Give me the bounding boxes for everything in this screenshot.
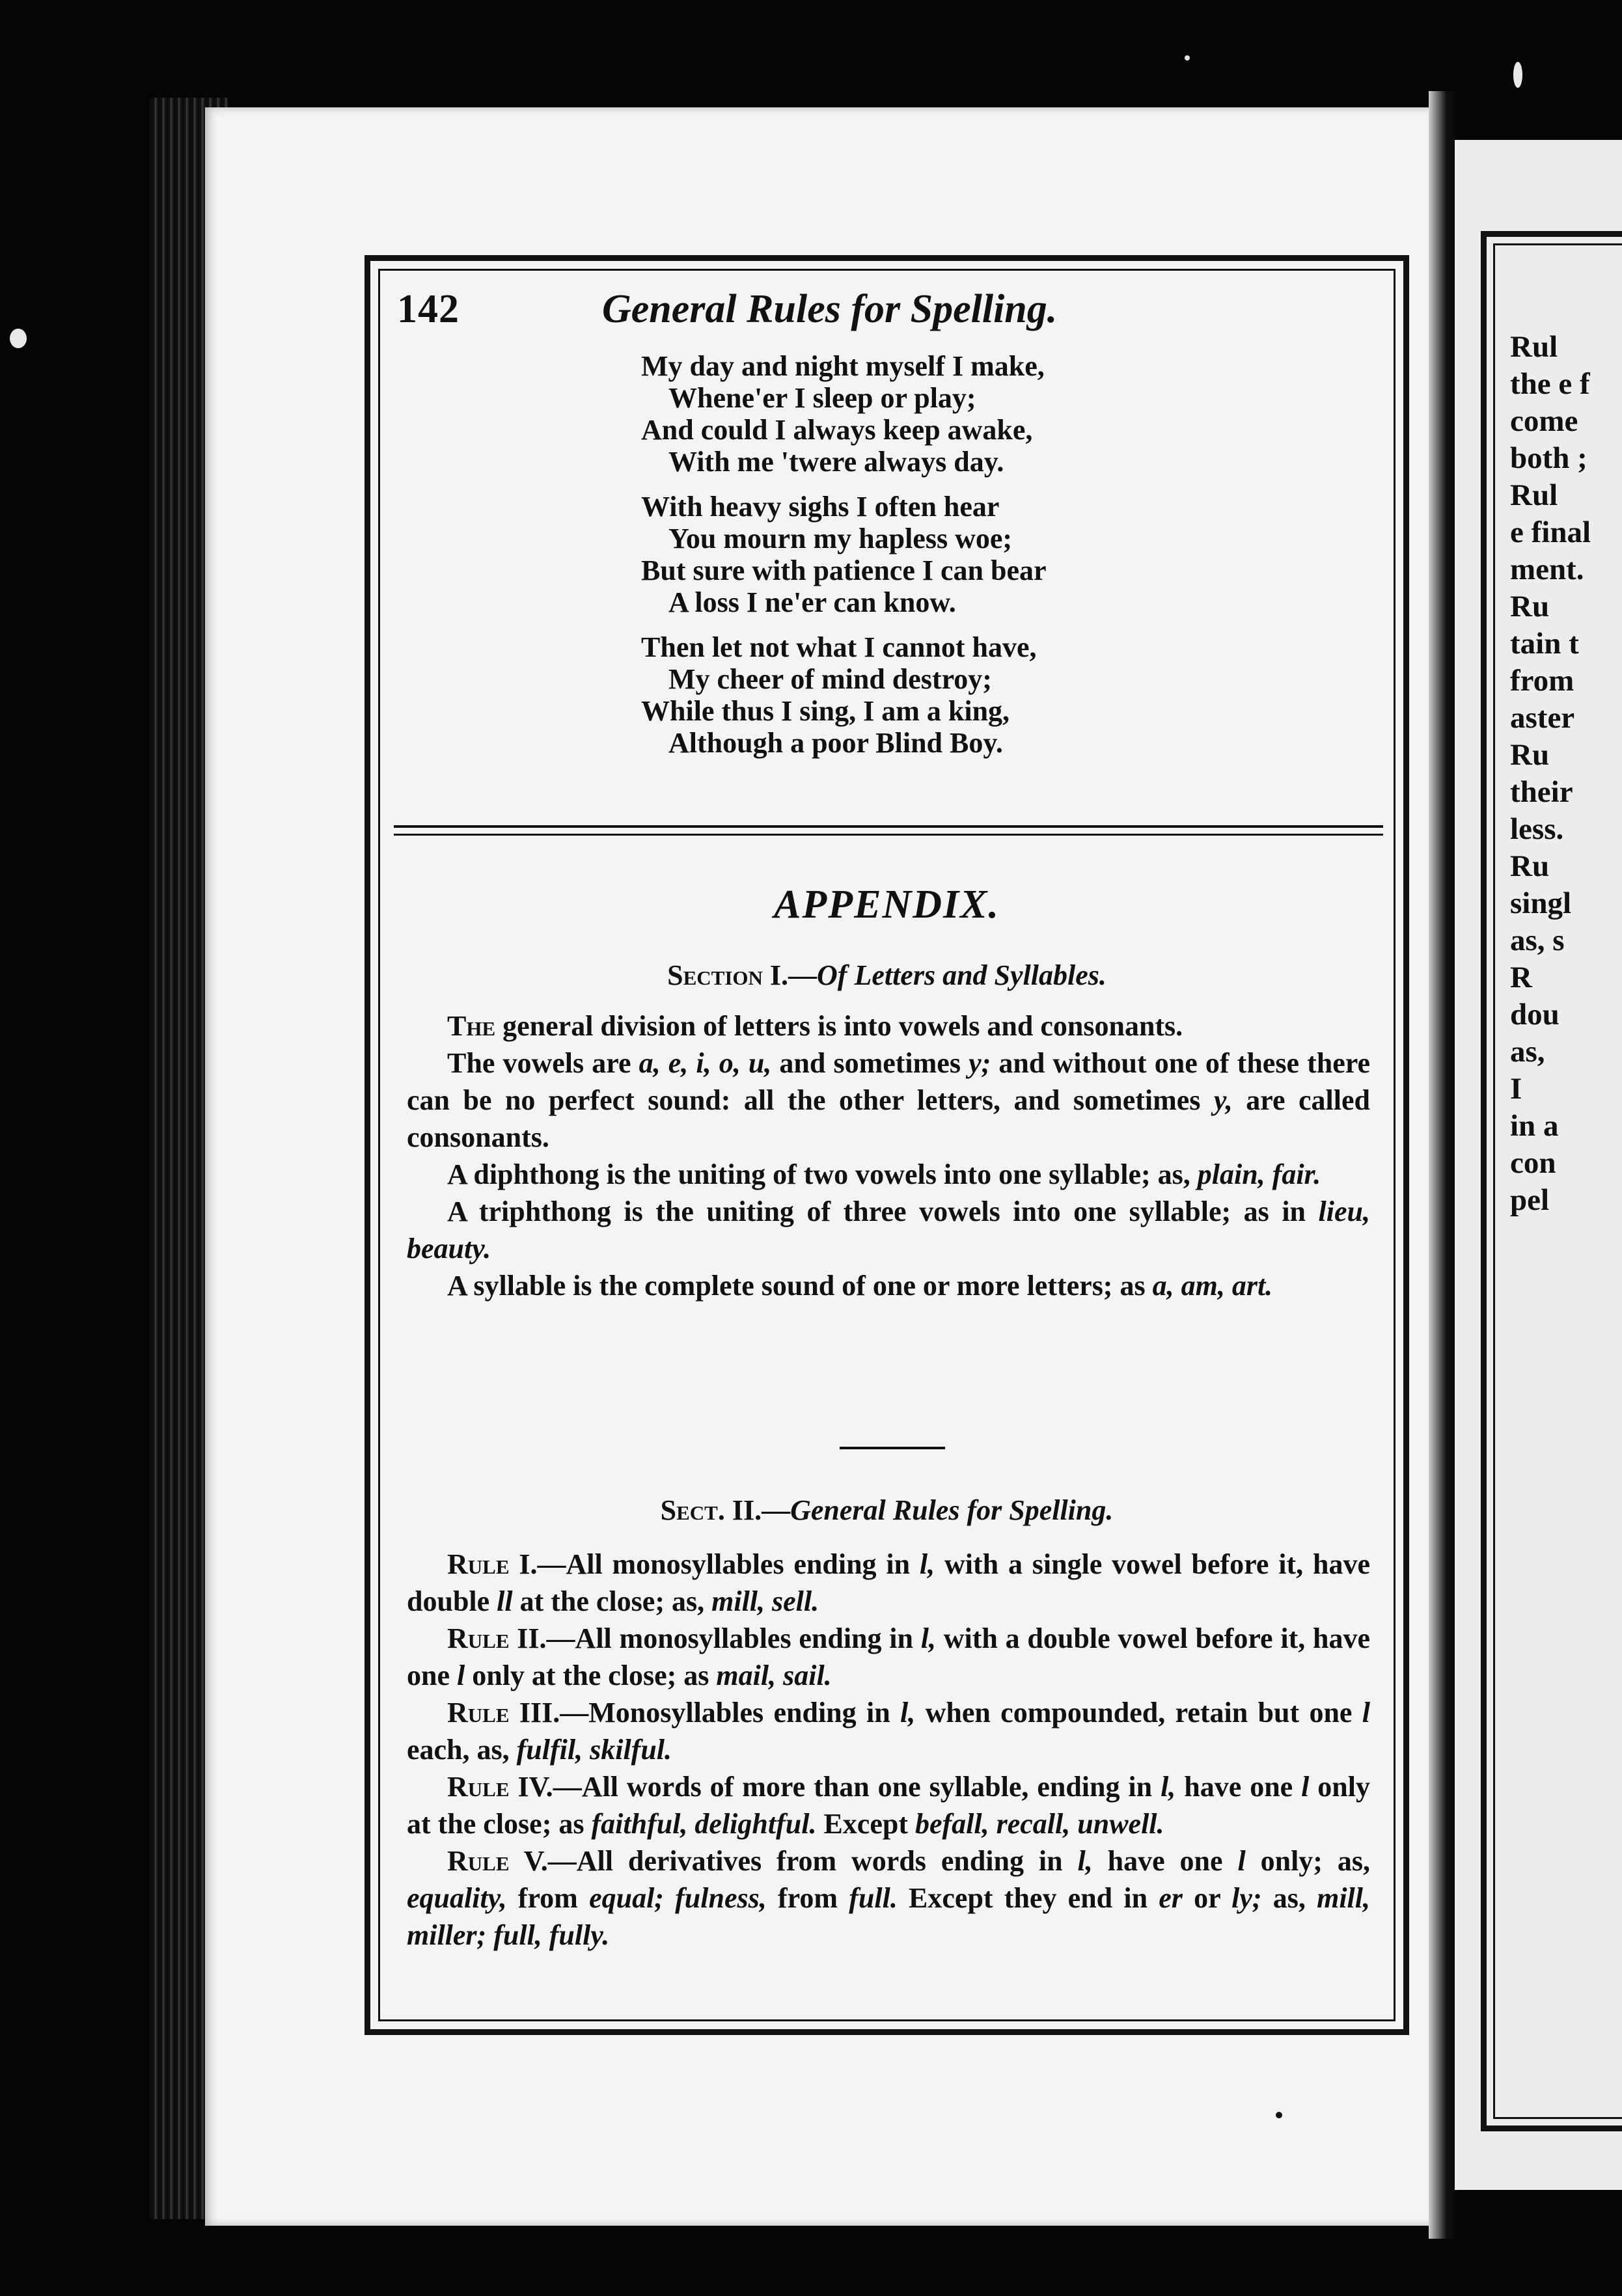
text-run: only at the close; as [407, 1771, 1370, 1840]
facing-page-line: Ru [1510, 738, 1550, 772]
poem-line: You mourn my hapless woe; [668, 523, 1013, 554]
text-run: A diphthong is the uniting of two vowels into one syllable; as, [447, 1158, 1198, 1190]
facing-page-line: Rul [1510, 478, 1558, 512]
rule-label: Rule IV. [447, 1771, 553, 1803]
example-words: l [1237, 1845, 1246, 1877]
text-run: each, as, [407, 1734, 517, 1766]
text-run: or [1182, 1882, 1232, 1914]
text-run: A syllable is the complete sound of one or more letters; as [447, 1270, 1153, 1302]
text-run: have one [1175, 1771, 1302, 1803]
example-words: ly; [1231, 1882, 1262, 1914]
facing-page-line: come [1510, 404, 1578, 438]
spelling-rule [407, 1694, 1370, 1768]
spelling-rule [407, 1842, 1370, 1954]
facing-page-line: as, [1510, 1035, 1545, 1069]
text-run: with a single vowel before it, have double [407, 1548, 1370, 1617]
facing-page-line: the e f [1510, 367, 1590, 401]
text-run: from [506, 1882, 590, 1914]
poem-line: A loss I ne'er can know. [668, 586, 956, 618]
example-words: l [457, 1660, 465, 1691]
text-run: The vowels are [447, 1047, 639, 1079]
text-run: with a double vowel before it, have one [407, 1622, 1370, 1691]
example-words: y, [1213, 1084, 1233, 1116]
text-run: from [766, 1882, 849, 1914]
text-run: when compounded, retain but one [915, 1697, 1362, 1729]
section-1-body [407, 1007, 1370, 1304]
double-rule-separator [394, 825, 1383, 836]
section-2-heading [364, 1494, 1409, 1527]
section-1-paragraph [407, 1193, 1370, 1267]
facing-page-line: tain t [1510, 627, 1579, 661]
example-words: befall, recall, unwell. [914, 1808, 1164, 1840]
poem-line: Although a poor Blind Boy. [668, 727, 1003, 759]
section-1-label: Section I.— [667, 959, 818, 991]
poem-stanza [641, 631, 1227, 759]
facing-page-line: Rul [1510, 330, 1558, 364]
example-words: l [1362, 1697, 1371, 1729]
spelling-rule [407, 1768, 1370, 1842]
facing-page-line: dou [1510, 998, 1560, 1032]
example-words: equality, [407, 1882, 507, 1914]
example-words: faithful, delightful. [591, 1808, 817, 1840]
section-2-label: Sect. II.— [660, 1494, 791, 1526]
facing-page-line: ment. [1510, 553, 1584, 586]
section-1-paragraph [407, 1267, 1370, 1304]
text-run: A triphthong is the uniting of three vowels into one syllable; as in [447, 1196, 1319, 1227]
example-words: l, [919, 1548, 935, 1580]
example-words: equal; fulness, [589, 1882, 767, 1914]
spelling-rule [407, 1620, 1370, 1694]
section-1-paragraph [407, 1156, 1370, 1193]
text-run: —All words of more than one syllable, ending in [553, 1771, 1161, 1803]
example-words: a, am, art. [1152, 1270, 1273, 1302]
poem-line: With heavy sighs I often hear [641, 491, 1000, 523]
text-run: Except [816, 1808, 915, 1840]
text-run: —All derivatives from words ending in [547, 1845, 1078, 1877]
text-run: —All monosyllables ending in [537, 1548, 920, 1580]
rule-label: Rule I. [447, 1548, 538, 1580]
facing-page-line: less. [1510, 812, 1564, 846]
facing-page-line: as, s [1510, 923, 1565, 957]
rule-label: Rule II. [447, 1622, 547, 1654]
example-words: y; [969, 1047, 991, 1079]
text-run: only at the close; as [465, 1660, 717, 1691]
example-words: mill, miller; full, fully. [407, 1882, 1371, 1951]
text-run: are called consonants. [407, 1084, 1370, 1153]
book-gutter [1429, 91, 1458, 2239]
facing-page-line: R [1510, 961, 1532, 994]
facing-page-line: e final [1510, 515, 1591, 549]
facing-page-text [1510, 329, 1622, 1219]
example-words: plain, fair. [1197, 1158, 1321, 1190]
appendix-title: APPENDIX. [774, 882, 1000, 927]
poem-line: My cheer of mind destroy; [668, 663, 992, 695]
example-words: full. [849, 1882, 898, 1914]
example-words: mill, sell. [711, 1585, 819, 1617]
facing-page-line: singl [1510, 886, 1572, 920]
section-2-title: General Rules for Spelling. [790, 1494, 1114, 1526]
scan-speck [10, 329, 27, 348]
scan-speck [1185, 55, 1190, 61]
text-run: at the close; as, [512, 1585, 712, 1617]
facing-page-line: Ru [1510, 849, 1550, 883]
facing-page-line: con [1510, 1146, 1556, 1180]
text-run: only; as, [1245, 1845, 1370, 1877]
rule-label: Rule V. [447, 1845, 548, 1877]
section-1-paragraph [407, 1007, 1370, 1045]
spelling-rule [407, 1546, 1370, 1620]
poem-line: While thus I sing, I am a king, [641, 695, 1010, 727]
scan-speck [1276, 2112, 1282, 2118]
facing-page-line: their [1510, 775, 1573, 809]
text-run: The general division of letters is into vowels and consonants. [447, 1010, 1183, 1042]
section-1-paragraph [407, 1045, 1370, 1156]
text-run: —Monosyllables ending in [560, 1697, 901, 1729]
poem-line: Then let not what I cannot have, [641, 631, 1037, 663]
facing-page-line: I [1510, 1072, 1522, 1106]
example-words: fulfil, skilful. [516, 1734, 672, 1766]
running-head: General Rules for Spelling. [602, 287, 1058, 331]
example-words: l, [900, 1697, 916, 1729]
example-words: l, [1077, 1845, 1093, 1877]
facing-page-line: pel [1510, 1183, 1550, 1217]
text-run: and sometimes [771, 1047, 969, 1079]
example-words: l, [1161, 1771, 1176, 1803]
text-run: as, [1261, 1882, 1317, 1914]
example-words: a, e, i, o, u, [639, 1047, 772, 1079]
poem-line: My day and night myself I make, [641, 350, 1045, 382]
poem-line: And could I always keep awake, [641, 414, 1033, 446]
example-words: l [1301, 1771, 1310, 1803]
text-run: and without one of these there can be no perfect sound: all the other letters, and sometimes [407, 1047, 1371, 1116]
example-words: mail, sail. [716, 1660, 832, 1691]
example-words: lieu, beauty. [407, 1196, 1370, 1264]
scan-speck [1513, 62, 1522, 88]
section-1-heading [364, 959, 1409, 992]
poem-line: With me 'twere always day. [668, 446, 1004, 478]
section-1-title: Of Letters and Syllables. [817, 959, 1107, 991]
example-words: l, [920, 1622, 936, 1654]
section-2-body [407, 1546, 1370, 1954]
poem-line: Whene'er I sleep or play; [668, 382, 976, 414]
rule-label: Rule III. [447, 1697, 560, 1729]
poem-line: But sure with patience I can bear [641, 554, 1047, 586]
example-words: ll [497, 1585, 513, 1617]
text-run: Except they end in [897, 1882, 1159, 1914]
poem-stanza [641, 350, 1227, 478]
poem [641, 350, 1227, 772]
facing-page-line: in a [1510, 1109, 1559, 1143]
facing-page-fragment [1455, 140, 1622, 2190]
facing-page-line: both ; [1510, 441, 1588, 475]
text-run: —All monosyllables ending in [546, 1622, 921, 1654]
page-number: 142 [397, 287, 460, 331]
short-rule-separator [840, 1447, 945, 1449]
facing-page-line: aster [1510, 701, 1575, 735]
poem-stanza [641, 491, 1227, 618]
facing-page-line: Ru [1510, 590, 1550, 623]
example-words: er [1159, 1882, 1183, 1914]
facing-page-line: from [1510, 664, 1574, 698]
text-run: have one [1092, 1845, 1238, 1877]
